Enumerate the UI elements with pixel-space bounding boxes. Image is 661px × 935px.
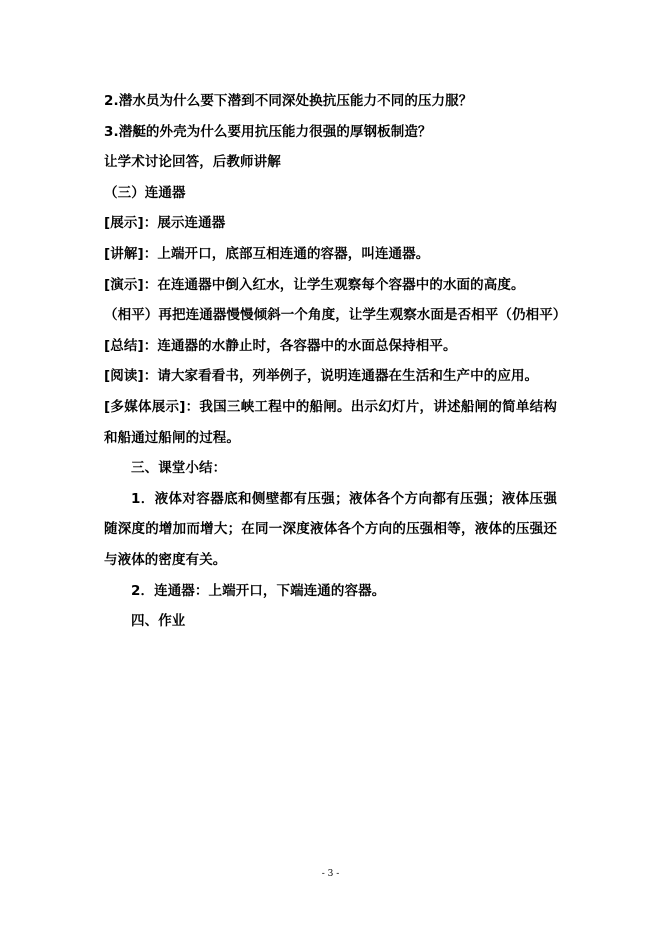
summary-point-2: 2．连通器：上端开口，下端连通的容器。 — [131, 582, 386, 599]
page-number: - 3 - — [321, 869, 340, 879]
discussion-instruction: 让学术讨论回答，后教师讲解 — [104, 154, 281, 171]
document-body — [104, 86, 567, 637]
question-submarine-hull: 3.潜艇的外壳为什么要用抗压能力很强的厚钢板制造？ — [104, 123, 432, 140]
step-tilt: （相平）再把连通器慢慢倾斜一个角度，让学生观察水面是否相平（仍相平） — [104, 307, 567, 324]
step-summary: [总结]：连通器的水静止时，各容器中的水面总保持相平。 — [104, 337, 457, 354]
step-show: [展示]：展示连通器 — [104, 215, 226, 232]
section-heading-homework: 四、作业 — [131, 613, 186, 630]
step-demonstrate: [演示]：在连通器中倒入红水，让学生观察每个容器中的水面的高度。 — [104, 276, 525, 293]
step-explain: [讲解]：上端开口，底部互相连通的容器，叫连通器。 — [104, 245, 430, 262]
section-heading-connector: （三）连通器 — [104, 184, 186, 201]
step-multimedia: [多媒体展示]：我国三峡工程中的船闸。出示幻灯片，讲述船闸的简单结构和船通过船闸的过程。 — [104, 398, 557, 446]
step-reading: [阅读]：请大家看看书，列举例子，说明连通器在生活和生产中的应用。 — [104, 368, 539, 385]
summary-point-1: 1．液体对容器底和侧壁都有压强；液体各个方向都有压强；液体压强随深度的增加而增大；在同一深度液体各个方向的压强相等，液体的压强还与液体的密度有关。 — [104, 490, 557, 568]
question-diver-suit: 2.潜水员为什么要下潜到不同深处换抗压能力不同的压力服？ — [104, 93, 473, 109]
section-heading-summary: 三、课堂小结： — [131, 460, 227, 477]
